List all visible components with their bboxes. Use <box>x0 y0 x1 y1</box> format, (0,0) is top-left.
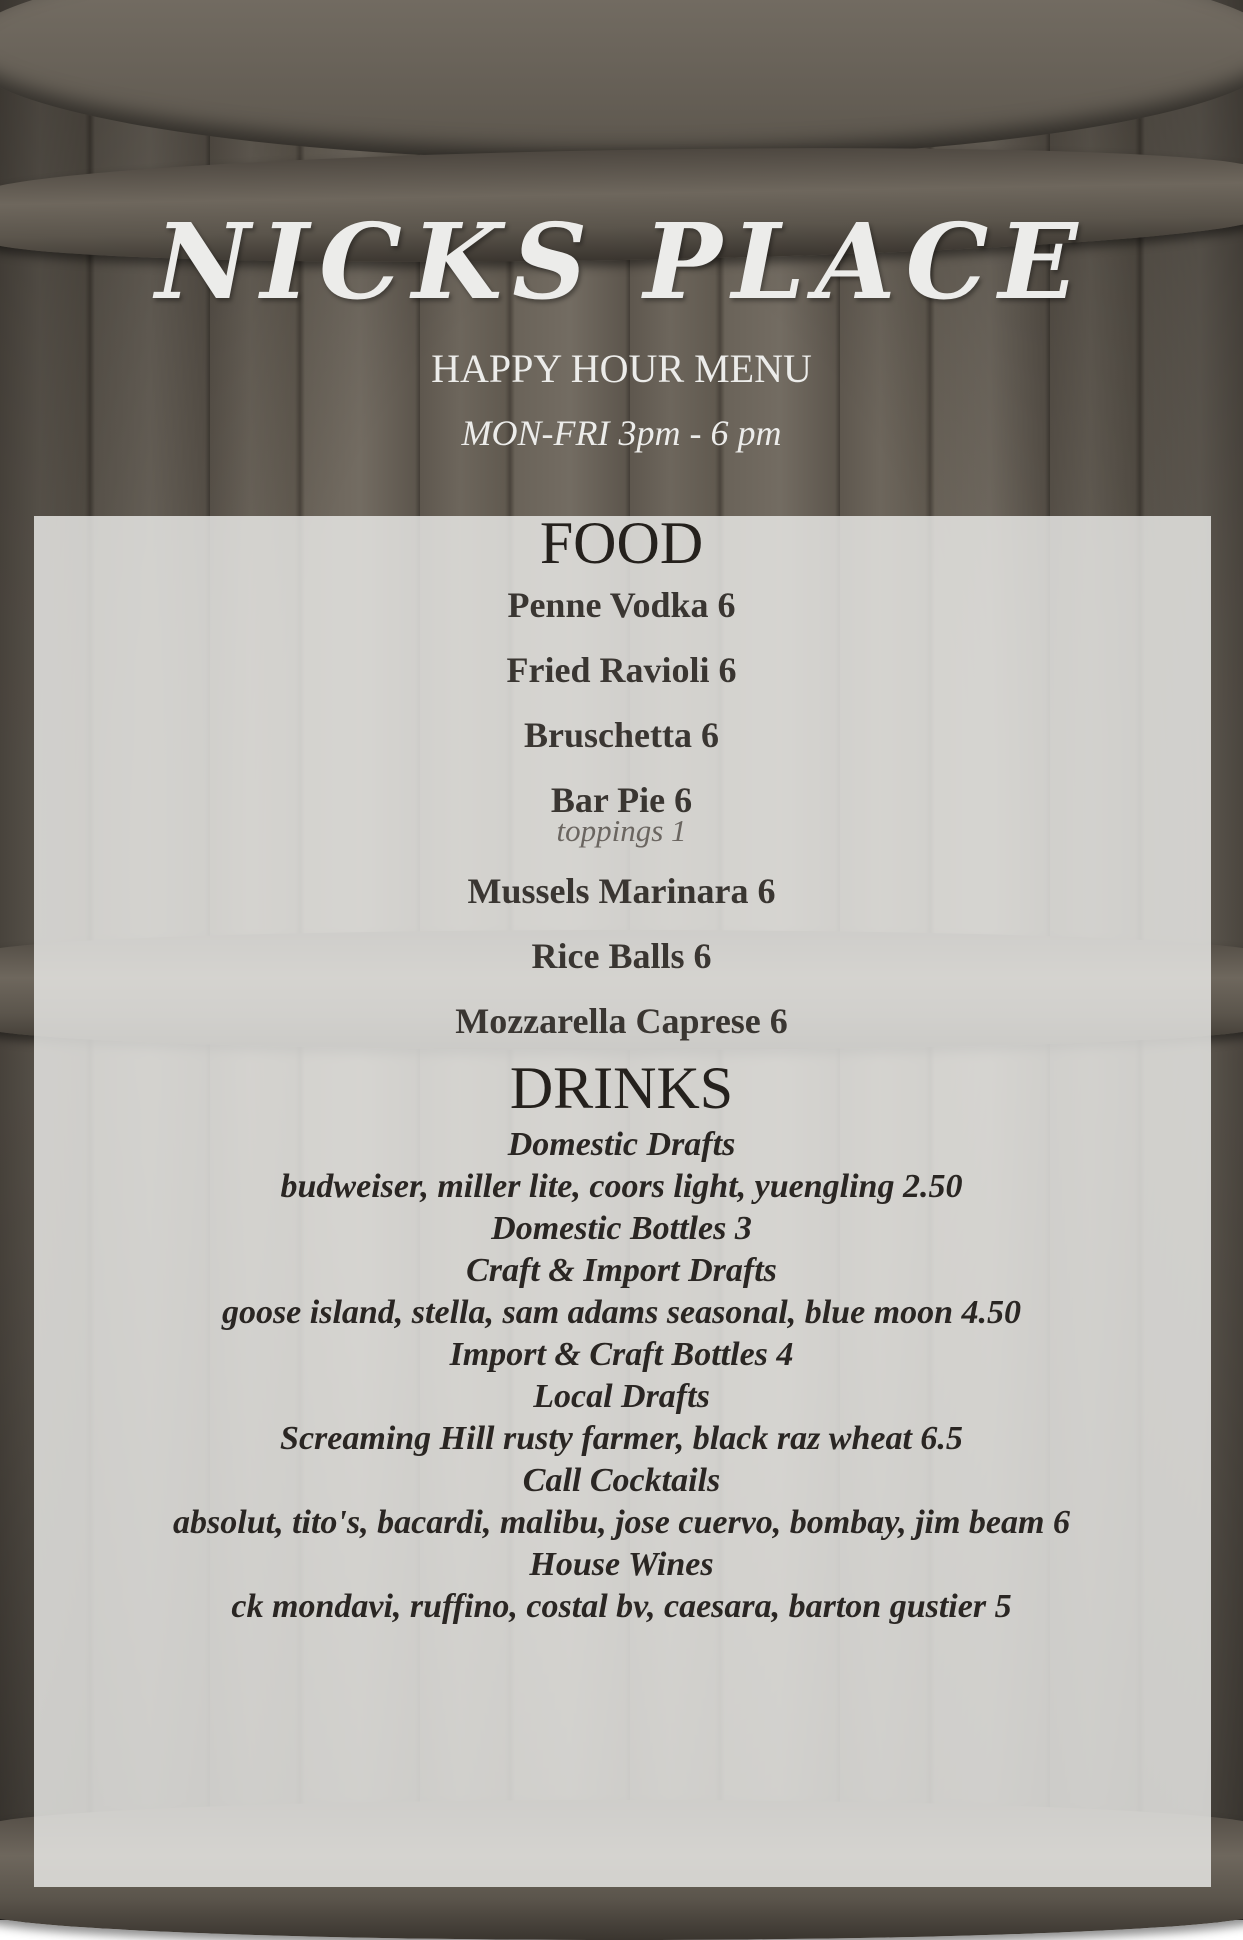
drink-category: Import & Craft Bottles 4 <box>449 1336 794 1373</box>
drink-options: ck mondavi, ruffino, costal bv, caesara, barton gustier 5 <box>231 1588 1012 1625</box>
drink-category: Domestic Bottles 3 <box>491 1210 752 1247</box>
food-item: Fried Ravioli 6 <box>506 650 737 690</box>
food-item: Penne Vodka 6 <box>507 585 736 625</box>
brand-title: NICKS PLACE <box>155 200 1088 323</box>
drink-category: Craft & Import Drafts <box>466 1252 777 1289</box>
food-item-note: toppings 1 <box>556 813 687 848</box>
food-section-title: FOOD <box>539 510 704 576</box>
drink-category: House Wines <box>529 1546 714 1583</box>
drink-category: Local Drafts <box>533 1378 710 1415</box>
drink-options: budweiser, miller lite, coors light, yuengling 2.50 <box>280 1168 963 1205</box>
drinks-list <box>80 1124 1163 1628</box>
drinks-section-title: DRINKS <box>509 1055 734 1121</box>
drink-category: Domestic Drafts <box>507 1126 736 1163</box>
food-item: Bar Pie 6 <box>550 780 693 820</box>
drink-options: absolut, tito's, bacardi, malibu, jose cuervo, bombay, jim beam 6 <box>173 1504 1070 1541</box>
food-item: Mozzarella Caprese 6 <box>455 1001 788 1041</box>
drink-options: goose island, stella, sam adams seasonal, blue moon 4.50 <box>221 1294 1022 1331</box>
food-item: Mussels Marinara 6 <box>467 871 776 911</box>
food-list <box>0 580 1243 1061</box>
happy-hour-times: MON-FRI 3pm - 6 pm <box>461 413 782 453</box>
drink-options: Screaming Hill rusty farmer, black raz wheat 6.5 <box>280 1420 963 1457</box>
food-item: Bruschetta 6 <box>524 715 719 755</box>
menu-subtitle: HAPPY HOUR MENU <box>431 346 812 391</box>
drink-category: Call Cocktails <box>522 1462 721 1499</box>
food-item: Rice Balls 6 <box>531 936 712 976</box>
